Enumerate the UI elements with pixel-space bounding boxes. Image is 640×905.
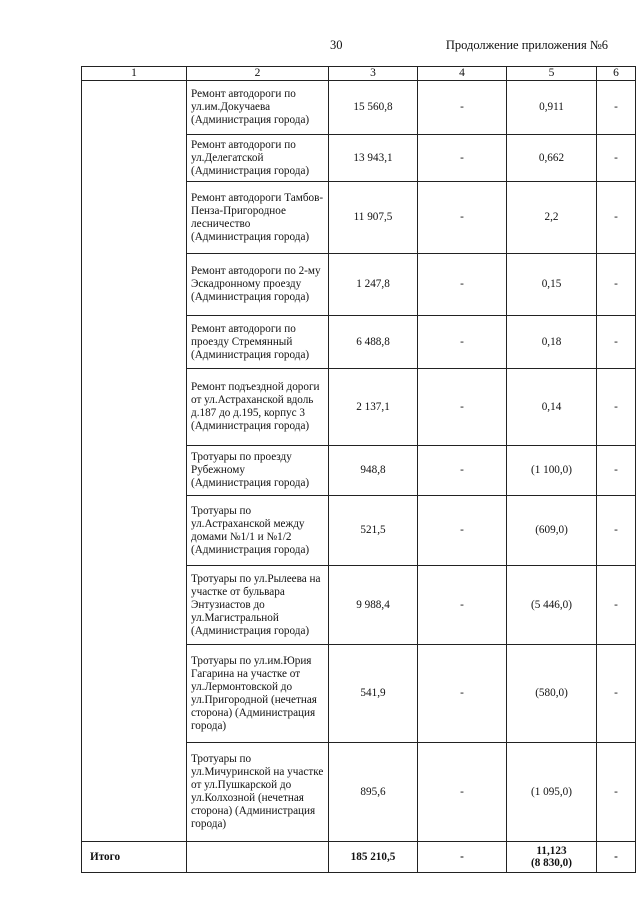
value-col5: 0,911 [507,81,597,135]
value-col5: 0,14 [507,369,597,446]
value-col6: - [597,135,636,182]
column-header: 1 [82,67,187,81]
column-header: 5 [507,67,597,81]
object-name: Тротуары по ул.Рылеева на участке от бульвара Энтузиастов до ул.Магистральной (Администрация города) [187,566,329,645]
column-header: 4 [418,67,507,81]
value-col5: 0,18 [507,316,597,369]
empty-column-cell [82,81,187,842]
object-name: Тротуары по ул.Астраханской между домами №1/1 и №1/2 (Администрация города) [187,496,329,566]
total-empty-cell [187,842,329,873]
object-name: Ремонт автодороги по 2-му Эскадронному проезду (Администрация города) [187,254,329,316]
value-col6: - [597,369,636,446]
object-name: Тротуары по ул.Мичуринской на участке от ул.Пушкарской до ул.Колхозной (нечетная сторона) (Администрация города) [187,743,329,842]
value-col6: - [597,81,636,135]
value-col6: - [597,743,636,842]
value-col3: 521,5 [329,496,418,566]
value-col5: 0,662 [507,135,597,182]
value-col6: - [597,446,636,496]
object-name: Ремонт автодороги по ул.Делегатской (Администрация города) [187,135,329,182]
column-header: 3 [329,67,418,81]
value-col6: - [597,254,636,316]
object-name: Ремонт автодороги по проезду Стремянный (Администрация города) [187,316,329,369]
value-col5: (1 100,0) [507,446,597,496]
table-row [82,81,636,135]
value-col4: - [418,645,507,743]
column-header: 2 [187,67,329,81]
value-col5: (5 446,0) [507,566,597,645]
value-col3: 948,8 [329,446,418,496]
value-col4: - [418,182,507,254]
value-col6: - [597,182,636,254]
value-col4: - [418,369,507,446]
value-col6: - [597,566,636,645]
value-col6: - [597,496,636,566]
total-label: Итого [82,842,187,873]
value-col3: 1 247,8 [329,254,418,316]
value-col5: (1 095,0) [507,743,597,842]
value-col3: 895,6 [329,743,418,842]
object-name: Тротуары по ул.им.Юрия Гагарина на участке от ул.Лермонтовской до ул.Пригородной (нечетная сторона) (Администрация города) [187,645,329,743]
total-col5 [507,842,597,873]
continuation-note: Продолжение приложения №6 [445,38,608,52]
total-col5-line2: (8 830,0) [530,857,572,869]
column-number-row [82,67,636,81]
value-col3: 11 907,5 [329,182,418,254]
page-number: 30 [330,38,343,52]
value-col6: - [597,645,636,743]
value-col4: - [418,81,507,135]
value-col3: 541,9 [329,645,418,743]
value-col4: - [418,446,507,496]
value-col4: - [418,135,507,182]
object-name: Ремонт автодороги по ул.им.Докучаева (Администрация города) [187,81,329,135]
object-name: Ремонт подъездной дороги от ул.Астраханской вдоль д.187 до д.195, корпус 3 (Администрация города) [187,369,329,446]
object-name: Тротуары по проезду Рубежному (Администрация города) [187,446,329,496]
page-header [0,38,640,54]
value-col4: - [418,743,507,842]
value-col4: - [418,566,507,645]
value-col3: 13 943,1 [329,135,418,182]
appendix-table [81,66,636,873]
value-col3: 6 488,8 [329,316,418,369]
value-col3: 9 988,4 [329,566,418,645]
value-col3: 2 137,1 [329,369,418,446]
value-col5: (609,0) [507,496,597,566]
total-col6: - [597,842,636,873]
column-header: 6 [597,67,636,81]
value-col5: 0,15 [507,254,597,316]
value-col4: - [418,496,507,566]
total-col3: 185 210,5 [329,842,418,873]
total-col5-line1: 11,123 [536,845,567,857]
total-col4: - [418,842,507,873]
value-col6: - [597,316,636,369]
object-name: Ремонт автодороги Тамбов-Пенза-Пригородное лесничество (Администрация города) [187,182,329,254]
total-row [82,842,636,873]
value-col4: - [418,254,507,316]
value-col5: (580,0) [507,645,597,743]
value-col5: 2,2 [507,182,597,254]
value-col4: - [418,316,507,369]
value-col3: 15 560,8 [329,81,418,135]
